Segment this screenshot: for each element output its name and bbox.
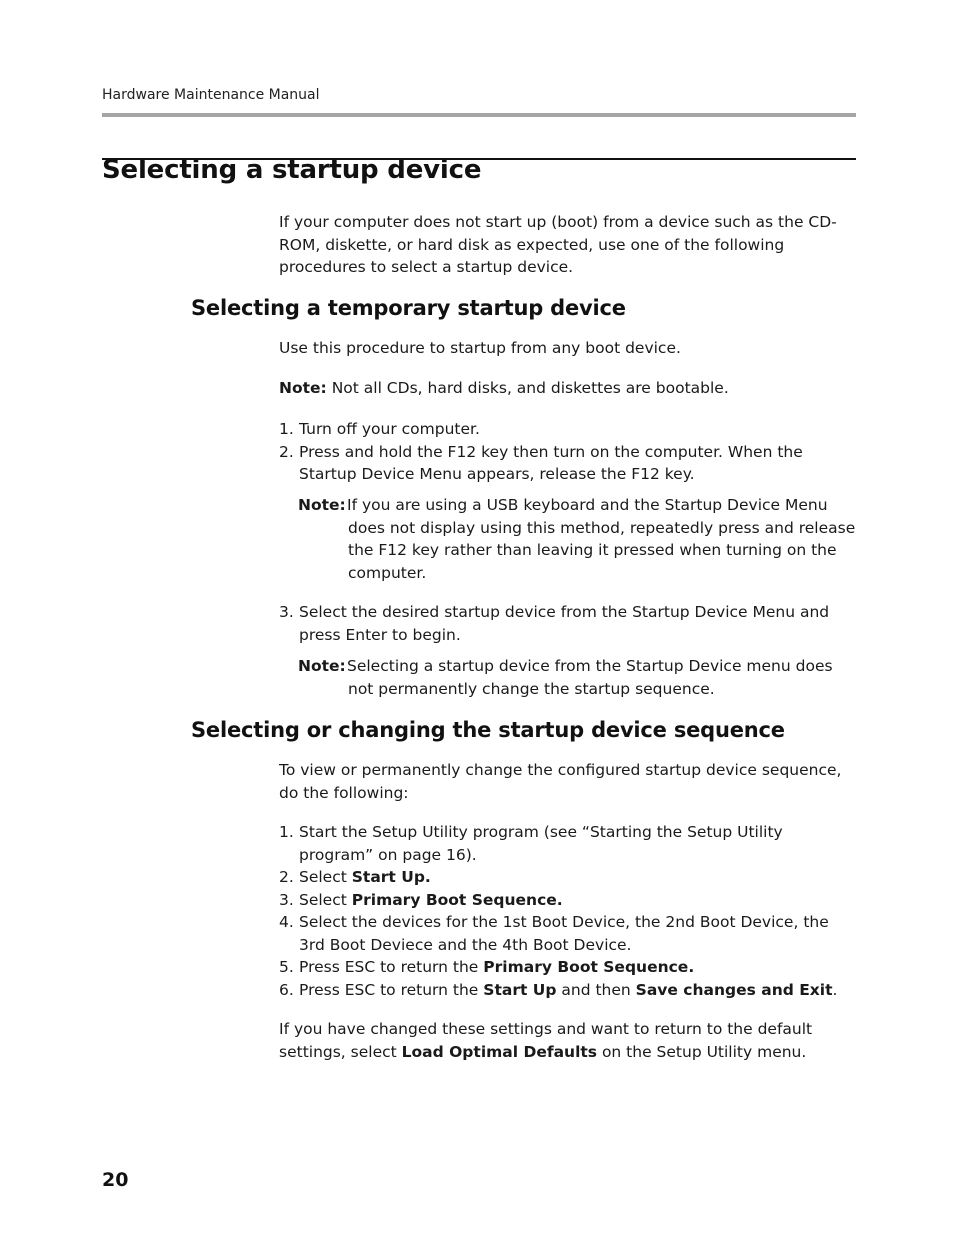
ui-term: Primary Boot Sequence. <box>351 890 563 909</box>
intro-paragraph: If your computer does not start up (boot) from a device such as the CD-ROM, diskette, or hard disk as expected, use one of the following procedures to select a startup device. <box>279 213 837 276</box>
note-text: Selecting a startup device from the Startup Device menu does not permanently change the startup sequence. <box>347 657 833 698</box>
ui-term: Primary Boot Sequence. <box>483 958 695 976</box>
step-number: 3. <box>279 890 294 909</box>
sequence-steps <box>279 821 859 1001</box>
list-item <box>279 418 859 441</box>
step-number: 6. <box>279 980 294 999</box>
list-item <box>279 601 859 646</box>
step-text: Select the desired startup device from the Startup Device Menu and press Enter to begin. <box>299 603 830 644</box>
temporary-note <box>279 377 859 400</box>
ui-term: Start Up. <box>351 868 431 886</box>
step-number: 4. <box>279 913 294 931</box>
step-text: Turn off your computer. <box>299 420 480 438</box>
list-item <box>279 979 859 1002</box>
ui-term: Save changes and Exit <box>635 980 833 999</box>
step-number: 2. <box>279 868 294 886</box>
list-item <box>279 911 859 956</box>
step-text: Press ESC to return the <box>299 958 484 976</box>
temporary-intro: Use this procedure to startup from any boot device. <box>279 339 681 357</box>
note-label: Note: <box>298 657 346 675</box>
list-item <box>279 889 859 912</box>
list-item <box>279 441 859 486</box>
ui-term: Start Up <box>483 980 557 999</box>
note-text: Not all CDs, hard disks, and diskettes are bootable. <box>331 379 729 397</box>
step-number: 5. <box>279 958 294 976</box>
running-header: Hardware Maintenance Manual <box>102 87 320 103</box>
step-text: Select <box>299 868 352 886</box>
closing-text: on the Setup Utility menu. <box>597 1042 807 1061</box>
section-heading-temporary: Selecting a temporary startup device <box>191 296 626 320</box>
list-item <box>279 866 859 889</box>
step-text: Select <box>299 890 352 909</box>
step3-note <box>298 655 858 700</box>
step-text: . <box>832 980 838 999</box>
page-title: Selecting a startup device <box>102 155 482 185</box>
step-text: and then <box>556 980 636 999</box>
list-item <box>279 821 859 866</box>
step2-note <box>298 494 858 584</box>
temporary-step-3 <box>279 601 859 646</box>
ui-term: Load Optimal Defaults <box>401 1042 598 1061</box>
step-number: 1. <box>279 420 294 438</box>
step-number: 3. <box>279 603 294 621</box>
note-text: If you are using a USB keyboard and the Startup Device Menu does not display using this method, repeatedly press and release the F12 key rather than leaving it pressed when turning on the computer. <box>347 496 856 582</box>
note-label: Note: <box>298 496 346 514</box>
step-text: Start the Setup Utility program (see “Starting the Setup Utility program” on page 16). <box>299 823 783 864</box>
closing-text: If you have changed these settings and want to return to the default settings, select <box>279 1020 813 1061</box>
section-heading-sequence: Selecting or changing the startup device sequence <box>191 718 785 742</box>
step-number: 1. <box>279 823 294 841</box>
temporary-steps-1-2 <box>279 418 859 486</box>
note-label: Note: <box>279 379 327 397</box>
step-text: Press and hold the F12 key then turn on the computer. When the Startup Device Menu appears, release the F12 key. <box>299 442 803 483</box>
step-number: 2. <box>279 442 294 461</box>
page-number: 20 <box>102 1169 129 1191</box>
step-text: Press ESC to return the <box>299 980 484 999</box>
closing-paragraph <box>279 1018 859 1063</box>
sequence-intro: To view or permanently change the configured startup device sequence, do the following: <box>279 761 842 802</box>
header-rule <box>102 113 856 117</box>
step-text: Select the devices for the 1st Boot Device, the 2nd Boot Device, the 3rd Boot Deviece and the 4th Boot Device. <box>299 913 829 954</box>
list-item <box>279 956 859 979</box>
